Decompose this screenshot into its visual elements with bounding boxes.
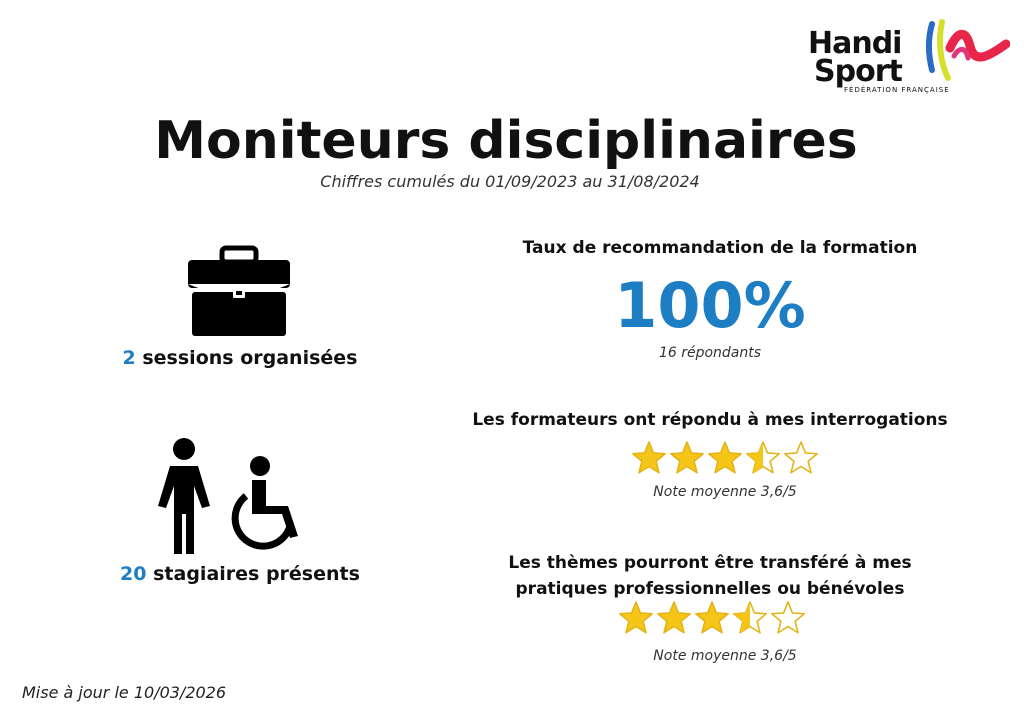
logo-tagline: FÉDÉRATION FRANÇAISE	[844, 86, 950, 94]
question-1-star-rating	[630, 440, 825, 476]
question-1-title: Les formateurs ont répondu à mes interrogations	[472, 410, 948, 430]
trainees-stat	[80, 563, 400, 585]
trainees-label: stagiaires présents	[146, 563, 360, 585]
logo-word-handi: Handi	[808, 26, 902, 61]
briefcase-icon	[184, 244, 294, 340]
question-2-note: Note moyenne 3,6/5	[653, 648, 797, 664]
question-1-note: Note moyenne 3,6/5	[653, 484, 797, 500]
logo-mark-icon	[918, 18, 1010, 84]
recommendation-value: 100%	[614, 269, 806, 342]
handisport-logo	[800, 18, 1010, 98]
star-full-icon	[696, 602, 728, 633]
question-2-title-line-2: pratiques professionnelles ou bénévoles	[515, 579, 905, 599]
trainees-count: 20	[120, 563, 147, 585]
people-wheelchair-icon	[148, 436, 318, 560]
question-2-star-rating	[617, 600, 812, 636]
logo-word-sport: Sport	[814, 54, 902, 89]
recommendation-title: Taux de recommandation de la formation	[522, 238, 918, 258]
page-subtitle: Chiffres cumulés du 01/09/2023 au 31/08/2024	[320, 172, 700, 191]
star-full-icon	[671, 442, 703, 473]
sessions-stat	[80, 347, 400, 369]
question-2-title	[440, 550, 980, 602]
star-full-icon	[633, 442, 665, 473]
star-full-icon	[620, 602, 652, 633]
sessions-count: 2	[122, 347, 136, 369]
star-full-icon	[658, 602, 690, 633]
page-title: Moniteurs disciplinaires	[154, 111, 858, 171]
sessions-label: sessions organisées	[135, 347, 358, 369]
star-full-icon	[709, 442, 741, 473]
update-note: Mise à jour le 10/03/2026	[22, 683, 227, 702]
recommendation-respondents: 16 répondants	[658, 345, 762, 361]
question-2-title-line-1: Les thèmes pourront être transféré à mes	[508, 553, 912, 573]
star-empty-icon	[785, 442, 817, 473]
star-empty-icon	[772, 602, 804, 633]
